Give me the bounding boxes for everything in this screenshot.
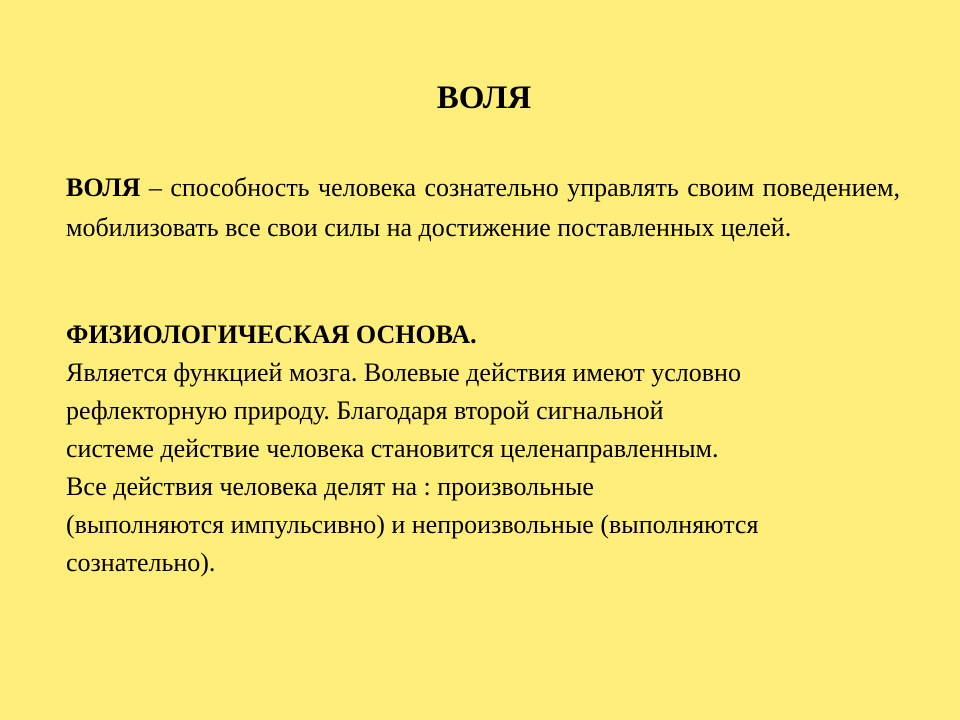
physiology-line: рефлекторную природу. Благодаря второй сигнальной [66,396,664,425]
physiology-line: Все действия человека делят на : произвольные [66,472,594,501]
physiology-line: (выполняются импульсивно) и непроизвольные (выполняются [66,510,759,539]
physiology-section [66,316,916,582]
definition-text: – способность человека сознательно управлять своим поведением, мобилизовать все свои силы на достижение поставленных целей. [66,173,900,242]
slide-title: ВОЛЯ [436,80,532,116]
physiology-line: сознательно). [66,548,216,577]
definition-paragraph [66,168,900,248]
physiology-heading: ФИЗИОЛОГИЧЕСКАЯ ОСНОВА. [66,320,477,349]
physiology-line: системе действие человека становится целенаправленным. [66,434,719,463]
physiology-line: Является функцией мозга. Волевые действия имеют условно [66,358,741,387]
definition-term: ВОЛЯ [66,173,141,202]
